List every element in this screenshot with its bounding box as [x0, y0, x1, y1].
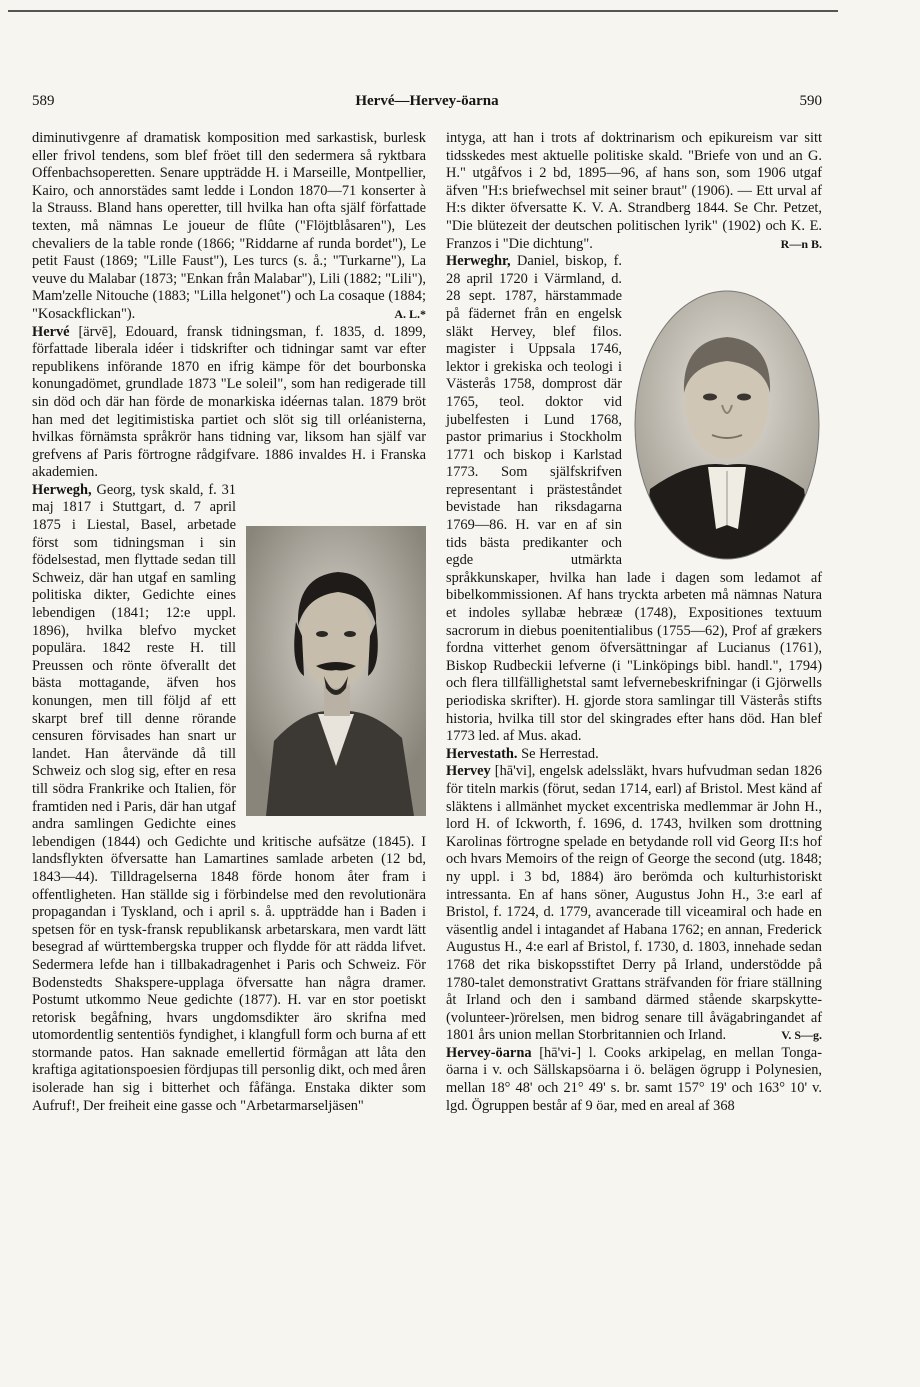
- author-signature: V. S—g.: [781, 1028, 822, 1043]
- entry-text: Daniel, biskop, f. 28 april 1720 i Värmland, d. 28 sept. 1787, härstammade på fädernet från en engelsk släkt Hervey, blef filos. magister i Uppsala 1746, lektor i grekiska och teologi i Västerås 1758, domprost där 1765, teol. doktor vid jubelfesten i Lund 1768, pastor primarius i Stockholm 1771 och biskop i Karlstad 1773. Som själfskrifven representant i prästeståndet bevistade han riksdagarna 1769—86. H. var en af sin tids bästa predikanter och egde utmärkta språkkunskaper, hvilka han lade i dagen som ledamot af bibelkommissionen. Af hans tryckta arbeten må nämnas Natura et indoles syllabæ hebrææ (1748), Expositiones textuum sacrorum in diebus poenitentialibus (1755—62), Prof af grækers fordna vitterhet genom öfversättningar af Lucianus (1761), Biskop Rudbeckii lefverne (i "Linköpings bibl. handl.", 1794) och flera tillfällighetstal samt lefvernebeskrifningar (i Gjörwells periodiska skrifter). H. gjorde stora samlingar till Västerås stifts historia, hvilka till stor del skingrades efter hans död. Han blef 1773 led. af Mus. akad.: [446, 253, 822, 745]
- entry-headword: Herwegh,: [32, 481, 92, 498]
- herweghr-portrait-image: [632, 289, 822, 561]
- entry-herwegh-georg: [32, 482, 426, 1115]
- entry-text: diminutivgenre af dramatisk komposition med sarkastisk, burlesk eller frivol tendens, som blef fröet till den sedermera så ryktbara Offenbachsoperetten. Senare uppträdde H. i Marseille, Montpellier, Kairo, och annorstädes samt ledde i London 1870—71 konserter à la Strauss. Bland hans operetter, till hvilka han ofta själf författade texten, må nämnas Le joueur de flûte ("Flöjtblåsaren"), Les chevaliers de la table ronde (1866; "Riddarne af runda bordet"), Le petit Faust (1869; "Lille Faust"), Les turcs (s. å.; "Turkarne"), La veuve du Malabar (1873; "Enkan från Malabar"), Lili (1882; "Lili"), Mam'zelle Nitouche (1883; "Lilla helgonet") och La cosaque (1884; "Kosackflickan").: [32, 130, 426, 322]
- entry-herwegh-continued: [446, 130, 822, 253]
- entry-text: [hā'vi], engelsk adelssläkt, hvars hufvudman sedan 1826 för titeln markis (förut, sedan 1714, earl) af Bristol. Mest känd af släktens i allmänhet mycket excentriska medlemmar är John H., lord H. of Ickworth, f. 1696, d. 1743, hvilken som drottning Karolinas förtrogne spelade en betydande roll vid Georg II:s hof och hvars Memoirs of the reign of George the second (utg. 1848; ny uppl. i 3 bd, 1884) äro berömda och kulturhistoriskt intressanta. En af hans söner, Augustus John H., 3:e earl af Bristol, f. 1724, d. 1779, avancerade till viceamiral och hade en väsentlig andel i intagandet af Habana 1762; en annan, Frederick Augustus H., 4:e earl af Bristol, f. 1730, d. 1803, innehade sedan 1768 det rika biskopsstiftet Derry på Irland, understödde på 1780-talet demonstrativt Grattans sträfvanden för friare ställning åt Irland och den i samband därmed stående skarpskytte-(volunteer-)rörelsen, men bidrog senare till åvägabringandet af 1801 års union mellan Storbritannien och Irland.: [446, 763, 823, 1044]
- entry-herve-edouard: [32, 324, 426, 482]
- entry-hervey-oarna: [446, 1045, 822, 1115]
- page-header: [32, 93, 822, 115]
- entry-text: Georg, tysk skald, f. 31 maj 1817 i Stuttgart, d. 7 april 1875 i Liestal, Basel, arbetade först som tidningsman i sin födelsestad, men flyttade sedan till Schweiz, där han utgaf en samling politiska dikter, Gedichte eines lebendigen (1841; 12:e uppl. 1896), hvilka blefvo mycket populära. 1842 reste H. till Preussen och rönte öfverallt det bästa mottagande, äfven hos konungen, men till följd af ett skarpt bref till denne rörande censuren förvisades han snart ur landet. Han återvände då till Schweiz och slog sig, efter en resa till södra Frankrike och Italien, för framtiden ned i Paris, där han utgaf andra samlingen Gedichte eines lebendigen (1844) och Gedichte und kritische aufsätze (1845). I landsflykten öfversatte han Lamartines samlade arbeten (12 bd, 1843—44). Tilldragelserna 1848 förde honom åter fram i offentligheten. Han ställde sig i förbindelse med den revolutionära propagandan i Tyskland, och i april s. å. uppträdde han i Baden i spetsen för en tysk-fransk republikansk arbetarskara, men vardt lätt besegrad af württembergska trupper och flydde för att rädda lifvet. Sedermera lefde han i tillbakadragenhet i Paris och Schweiz. För Bodenstedts Shakspere-upplaga öfversatte han några dramer. Postumt utkommo Neue gedichte (1877). H. var en stor poetiskt retorisk begåfning, hvars ungdomsdikter äro skrifna med utomordentlig sententiös fyndighet, i klangfull form och burna af ett stormande patos. Han saknade emellertid förmågan att låta den kraftiga agitationspoesien fördjupas till personlig dikt, och med åren isolerade han sig i bitterhet och fåfänga. Enstaka dikter som Aufruf!, Der freiheit eine gasse och "Arbetarmarseljäsen": [32, 481, 426, 1114]
- entry-text: intyga, att han i trots af doktrinarism och epikureism var sitt tidsskedes mest aktuelle politiske skald. "Briefe von und an G. H." utgåfvos i 2 bd, 1895—96, af hans son, som 1906 utgaf äfven "H:s briefwechsel mit seiner braut" (1906). — Ett urval af H:s dikter öfversatte K. V. A. Strandberg 1844. Se Chr. Petzet, "Die blütezeit der deutschen politischen lyrik" (1902) och K. E. Franzos i "Die dichtung".: [446, 130, 822, 252]
- page-number-right: 590: [799, 93, 822, 109]
- column-right: [446, 130, 822, 1115]
- entry-headword: Hervey: [446, 763, 491, 780]
- scan-edge-rule: [8, 10, 838, 12]
- entry-herweghr-daniel: [446, 253, 822, 746]
- entry-headword: Hervestath.: [446, 745, 518, 762]
- page-number-left: 589: [32, 93, 55, 109]
- entry-headword: Hervé: [32, 323, 70, 340]
- entry-hervey: [446, 763, 822, 1045]
- column-left: [32, 130, 426, 1115]
- entry-headword: Hervey-öarna: [446, 1044, 532, 1061]
- entry-text: [hā'vi-] l. Cooks arkipelag, en mellan Tonga-öarna i v. och Sällskapsöarna i ö. belägen ögrupp i Polynesien, mellan 18° 48' och 21° 49' s. br. samt 157° 19' och 163° 10' v. lgd. Ögruppen består af 9 öar, med en areal af 368: [446, 1044, 822, 1114]
- author-signature: R—n B.: [780, 236, 822, 251]
- herwegh-portrait-image: [246, 526, 426, 816]
- entry-text: [ärvē], Edouard, fransk tidningsman, f. 1835, d. 1899, författade liberala idéer i tidskrifter och tidningar samt var efter republikens införande 1870 en ifrig kämpe för det bourbonska konungadömet, grundlade 1873 "Le soleil", som han redigerade till sin död och där han förde de monarkiska idéernas talan. 1879 bröt han med det legitimistiska partiet och slöt sig till orléanisterna, hvilkas förnämsta språkrör hans tidning var, liksom han själf var grefvens af Paris förtrogne rådgifvare. 1886 invaldes H. i Franska akademien.: [32, 323, 426, 481]
- entry-hervestath: [446, 746, 822, 764]
- entry-text: Se Herrestad.: [521, 745, 599, 762]
- herweghr-portrait-svg: [632, 289, 822, 561]
- running-title: Hervé—Hervey-öarna: [355, 93, 499, 109]
- author-signature: A. L.*: [394, 306, 426, 321]
- entry-herve-operetta-continued: [32, 130, 426, 324]
- entry-headword: Herweghr,: [446, 253, 511, 270]
- herwegh-portrait-svg: [246, 526, 426, 816]
